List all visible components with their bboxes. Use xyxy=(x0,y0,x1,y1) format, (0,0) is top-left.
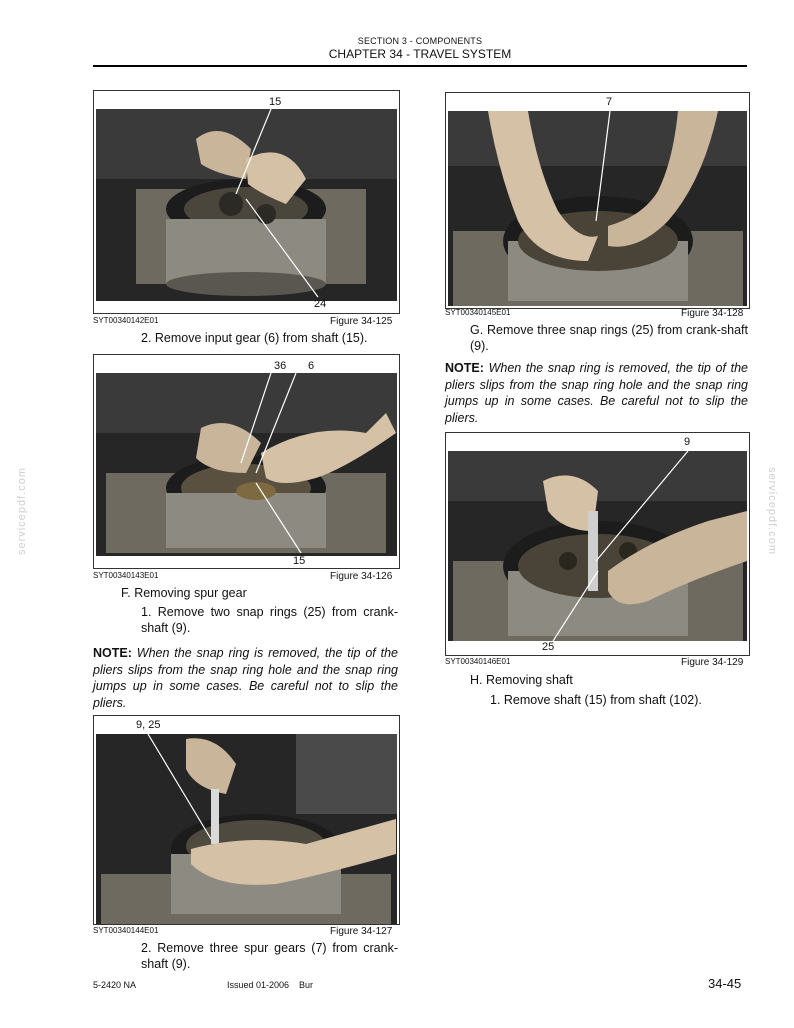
footer-doc-number: 5-2420 NA xyxy=(93,980,137,990)
figure-caption: Figure 34-128 xyxy=(681,308,744,319)
heading-f-removing-spur-gear: F. Removing spur gear xyxy=(121,586,247,600)
section-title: SECTION 3 - COMPONENTS xyxy=(357,36,483,46)
figure-34-129 xyxy=(445,432,750,656)
callout-9-25: 9, 25 xyxy=(136,719,161,731)
note-label: NOTE: xyxy=(445,361,484,375)
figure-34-126 xyxy=(93,354,400,569)
heading-h-removing-shaft: H. Removing shaft xyxy=(470,673,573,687)
page-header xyxy=(93,36,747,61)
step-h1-remove-shaft: 1. Remove shaft (15) from shaft (102). xyxy=(490,693,702,707)
callout-36: 36 xyxy=(274,360,287,372)
step-text: 1. Remove two snap rings (25) from crank-shaft (9). xyxy=(141,605,398,635)
figure-id: SYT00340143E01 xyxy=(93,571,159,580)
watermark-left: servicepdf.com xyxy=(15,467,28,555)
callout-15: 15 xyxy=(293,555,306,567)
note-right xyxy=(445,360,748,426)
figure-photo xyxy=(96,373,397,556)
figure-id: SYT00340146E01 xyxy=(445,657,511,666)
figure-34-125 xyxy=(93,90,400,314)
footer-language: Bur xyxy=(299,980,314,990)
callout-25: 25 xyxy=(542,641,555,653)
figure-caption: Figure 34-125 xyxy=(330,316,393,327)
figure-34-127 xyxy=(93,715,400,925)
note-text: When the snap ring is removed, the tip of the pliers slips from the snap ring hole and the snap ring jumps up in some cases. Be careful not to slip the pliers. xyxy=(93,646,399,710)
callout-7: 7 xyxy=(606,96,613,108)
chapter-title: CHAPTER 34 - TRAVEL SYSTEM xyxy=(328,47,512,61)
note-label: NOTE: xyxy=(93,646,132,660)
note-text: When the snap ring is removed, the tip of the pliers slips from the snap ring hole and the snap ring jumps up in some cases. Be careful not to slip the pliers. xyxy=(445,361,748,425)
callout-6: 6 xyxy=(308,360,315,372)
heading-g-remove-snap-rings xyxy=(470,322,748,354)
callout-24: 24 xyxy=(314,298,327,310)
figure-photo xyxy=(448,111,747,306)
figure-photo xyxy=(96,109,397,301)
callout-15: 15 xyxy=(269,96,282,108)
figure-34-128 xyxy=(445,92,750,309)
figure-id: SYT00340144E01 xyxy=(93,926,159,935)
figure-caption: Figure 34-126 xyxy=(330,571,393,582)
figure-id: SYT00340145E01 xyxy=(445,308,511,317)
figure-id: SYT00340142E01 xyxy=(93,316,159,325)
callout-9: 9 xyxy=(684,436,691,448)
watermark-right: servicepdf.com xyxy=(765,467,778,555)
footer-issued: Issued 01-2006 xyxy=(227,980,290,990)
step-text: 2. Remove three spur gears (7) from crank-shaft (9). xyxy=(141,941,398,971)
step-f2-remove-spur-gears xyxy=(141,940,398,972)
figure-photo xyxy=(448,451,747,641)
figure-caption: Figure 34-127 xyxy=(330,926,393,937)
header-rule xyxy=(93,65,747,67)
step-f1-remove-snap-rings xyxy=(141,604,398,636)
step-text: G. Remove three snap rings (25) from crank-shaft (9). xyxy=(470,323,748,353)
figure-photo xyxy=(96,734,397,924)
note-left xyxy=(93,645,398,711)
step-2-remove-input-gear: 2. Remove input gear (6) from shaft (15). xyxy=(141,331,368,345)
figure-caption: Figure 34-129 xyxy=(681,657,744,668)
page-number: 34-45 xyxy=(708,976,742,991)
